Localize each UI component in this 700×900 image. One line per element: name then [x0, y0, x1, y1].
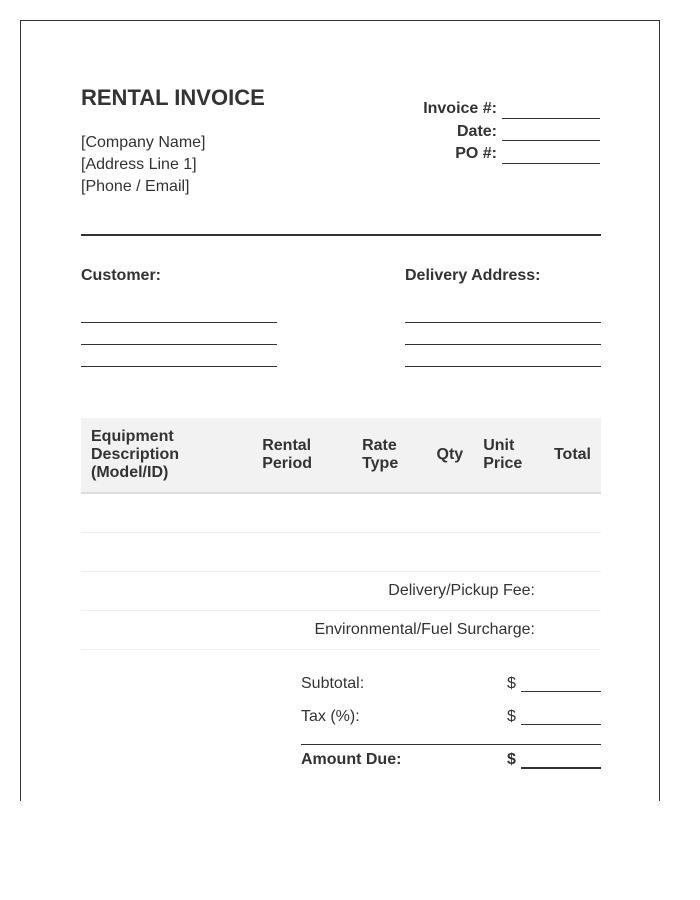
table-header-row: [81, 418, 601, 493]
tax-currency: $: [507, 708, 516, 725]
tax-label: Tax (%):: [301, 708, 360, 725]
customer-line-2[interactable]: [81, 344, 277, 345]
delivery-address-label: Delivery Address:: [405, 267, 541, 284]
col-rental-period: Rental Period: [252, 418, 342, 493]
delivery-fee-label: Delivery/Pickup Fee:: [81, 572, 601, 611]
table-row: [81, 572, 601, 611]
col-unit-price: Unit Price: [473, 418, 544, 493]
col-equipment-description: Equipment Description (Model/ID): [81, 418, 252, 493]
invoice-meta: [423, 98, 600, 166]
subtotal-label: Subtotal:: [301, 675, 365, 692]
table-row[interactable]: [81, 533, 601, 572]
invoice-date-field[interactable]: [502, 125, 600, 141]
tax-field[interactable]: [521, 724, 601, 725]
company-info: [81, 132, 206, 198]
po-number-row: [423, 143, 600, 166]
invoice-title: RENTAL INVOICE: [81, 85, 265, 110]
invoice-number-label: Invoice #:: [423, 100, 497, 117]
amount-due-field[interactable]: [521, 767, 601, 769]
invoice-number-field[interactable]: [502, 103, 600, 119]
customer-line-1[interactable]: [81, 322, 277, 323]
po-number-field[interactable]: [502, 148, 600, 164]
table-row[interactable]: [81, 493, 601, 533]
empty-item-row-1[interactable]: [81, 493, 601, 533]
tax-row: [301, 708, 601, 730]
col-qty: Qty: [423, 418, 474, 493]
rental-items-table: [81, 418, 601, 650]
header-divider: [81, 234, 601, 236]
invoice-date-label: Date:: [456, 122, 497, 140]
subtotal-row: [301, 675, 601, 697]
subtotal-field[interactable]: [521, 691, 601, 692]
totals-divider: [301, 744, 601, 745]
empty-item-row-2[interactable]: [81, 533, 601, 572]
delivery-line-2[interactable]: [405, 344, 601, 345]
company-contact: [Phone / Email]: [81, 178, 190, 195]
surcharge-label: Environmental/Fuel Surcharge:: [81, 611, 601, 650]
company-address: [Address Line 1]: [81, 156, 197, 173]
invoice-date-row: [423, 121, 600, 144]
col-total: Total: [544, 418, 601, 493]
customer-line-3[interactable]: [81, 366, 277, 367]
amount-due-label: Amount Due:: [301, 751, 402, 768]
delivery-line-3[interactable]: [405, 366, 601, 367]
amount-due-currency: $: [507, 751, 516, 768]
invoice-number-row: [423, 98, 600, 121]
amount-due-row: [301, 751, 601, 773]
company-name: [Company Name]: [81, 134, 206, 151]
customer-label: Customer:: [81, 267, 162, 284]
table-row: [81, 611, 601, 650]
delivery-line-1[interactable]: [405, 322, 601, 323]
subtotal-currency: $: [507, 675, 516, 692]
po-number-label: PO #:: [455, 145, 497, 162]
col-rate-type: Rate Type: [342, 418, 422, 493]
invoice-page: [20, 20, 660, 801]
